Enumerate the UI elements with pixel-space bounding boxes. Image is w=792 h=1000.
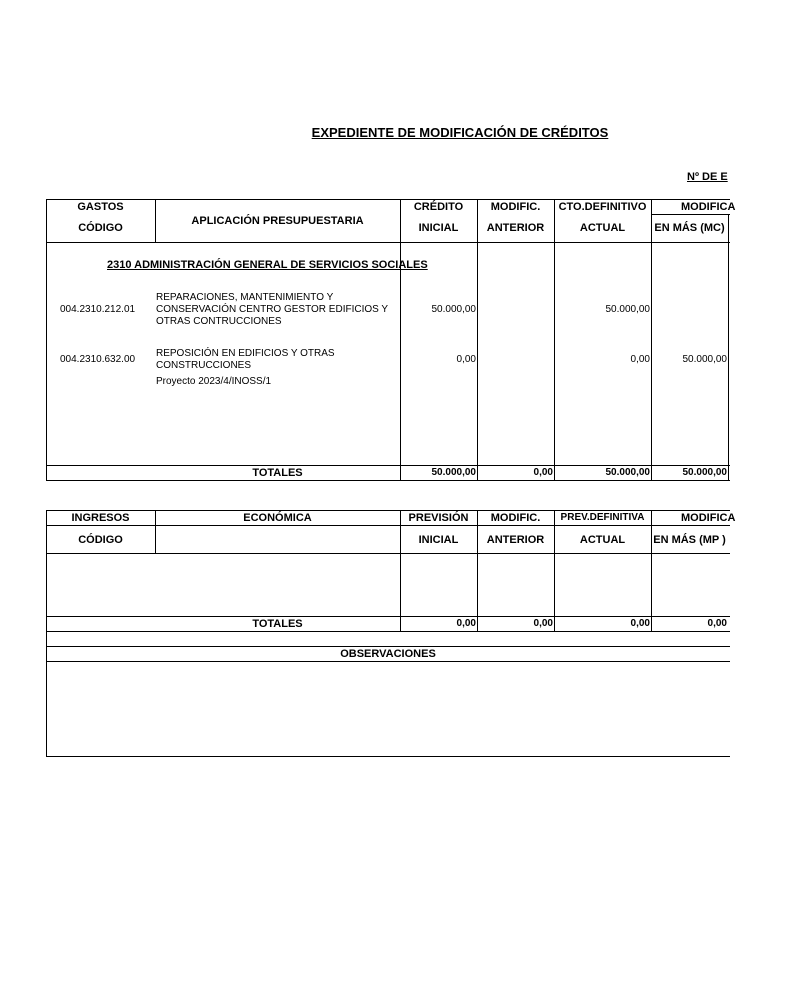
- row-2-en-mas: 50.000,00: [682, 354, 727, 365]
- header-actual: ACTUAL: [579, 222, 626, 234]
- gastos-total-cto-definitivo: 50.000,00: [605, 467, 650, 478]
- row-2-cto-definitivo: 0,00: [630, 354, 650, 365]
- expediente-number-label: Nº DE E: [687, 171, 728, 183]
- ingresos-header-prev-definitiva: PREV.DEFINITIVA: [560, 512, 645, 523]
- header-modifica: MODIFICA: [681, 201, 736, 213]
- ingresos-header-prevision: PREVISIÓN: [408, 512, 469, 524]
- page-title: EXPEDIENTE DE MODIFICACIÓN DE CRÉDITOS: [311, 125, 609, 140]
- ingresos-header-codigo: CÓDIGO: [78, 534, 123, 546]
- row-2-codigo: 004.2310.632.00: [60, 354, 136, 365]
- gastos-total-modific-anterior: 0,00: [533, 467, 553, 478]
- row-1-credito-inicial: 50.000,00: [431, 304, 476, 315]
- ingresos-header-modific: MODIFIC.: [490, 512, 541, 524]
- header-anterior: ANTERIOR: [486, 222, 545, 234]
- header-aplicacion: APLICACIÓN PRESUPUESTARIA: [191, 215, 364, 227]
- header-en-mas: EN MÁS (MC): [654, 222, 725, 234]
- observaciones-label: OBSERVACIONES: [340, 648, 436, 660]
- header-credito: CRÉDITO: [413, 201, 464, 213]
- gastos-totales-label: TOTALES: [252, 467, 303, 479]
- header-cto-definitivo: CTO.DEFINITIVO: [558, 201, 647, 213]
- row-2-descripcion: REPOSICIÓN EN EDIFICIOS Y OTRAS CONSTRUCCIONES: [156, 348, 335, 371]
- header-gastos: GASTOS: [77, 201, 124, 213]
- gastos-total-credito-inicial: 50.000,00: [431, 467, 476, 478]
- ingresos-totales-label: TOTALES: [252, 618, 303, 630]
- row-1-codigo: 004.2310.212.01: [60, 304, 136, 315]
- row-2-proyecto: Proyecto 2023/4/INOSS/1: [156, 376, 272, 387]
- header-codigo: CÓDIGO: [78, 222, 123, 234]
- row-1-cto-definitivo: 50.000,00: [605, 304, 650, 315]
- ingresos-total-prev-definitiva: 0,00: [630, 618, 650, 629]
- ingresos-header-actual: ACTUAL: [579, 534, 626, 546]
- row-1-descripcion: REPARACIONES, MANTENIMIENTO Y CONSERVACIÓN CENTRO GESTOR EDIFICIOS Y OTRAS CONTRUCCIONES: [156, 292, 388, 327]
- gastos-total-en-mas: 50.000,00: [682, 467, 727, 478]
- ingresos-total-en-mas: 0,00: [707, 618, 727, 629]
- header-inicial: INICIAL: [418, 222, 459, 234]
- ingresos-total-prevision-inicial: 0,00: [456, 618, 476, 629]
- ingresos-total-modific-anterior: 0,00: [533, 618, 553, 629]
- ingresos-header-inicial: INICIAL: [418, 534, 459, 546]
- ingresos-header-economica: ECONÓMICA: [243, 512, 312, 524]
- ingresos-header: INGRESOS: [71, 512, 130, 524]
- observaciones-box: [47, 662, 730, 756]
- ingresos-header-modifica: MODIFICA: [681, 512, 736, 524]
- section-title: 2310 ADMINISTRACIÓN GENERAL DE SERVICIOS SOCIALES: [107, 259, 428, 271]
- ingresos-header-en-mas: EN MÁS (MP ): [653, 534, 726, 546]
- ingresos-header-anterior: ANTERIOR: [486, 534, 545, 546]
- header-modific: MODIFIC.: [490, 201, 541, 213]
- row-2-credito-inicial: 0,00: [456, 354, 476, 365]
